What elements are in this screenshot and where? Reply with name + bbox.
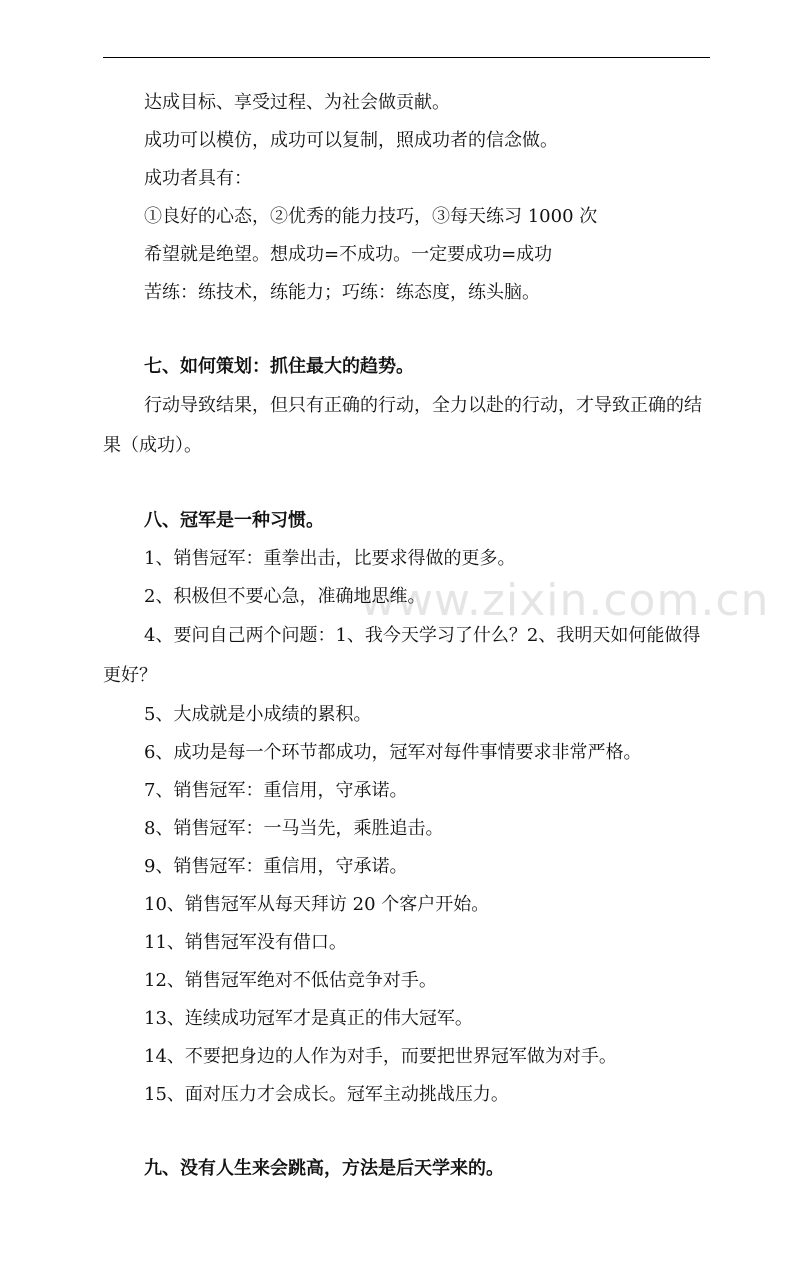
list-item: 14、不要把身边的人作为对手，而要把世界冠军做为对手。 bbox=[144, 1046, 617, 1067]
text-line: 苦练：练技术，练能力；巧练：练态度，练头脑。 bbox=[144, 282, 540, 303]
section-heading-7: 七、如何策划：抓住最大的趋势。 bbox=[144, 356, 414, 377]
text-line: ①良好的心态，②优秀的能力技巧，③每天练习 1000 次 bbox=[144, 206, 598, 227]
text-line: 成功者具有： bbox=[144, 168, 252, 189]
list-item: 1、销售冠军：重拳出击，比要求得做的更多。 bbox=[144, 548, 516, 569]
list-item: 4、要问自己两个问题：1、我今天学习了什么？2、我明天如何能做得更好？ bbox=[103, 625, 701, 686]
list-item: 2、积极但不要心急，准确地思维。 bbox=[144, 586, 426, 607]
text-line: 成功可以模仿，成功可以复制，照成功者的信念做。 bbox=[144, 130, 558, 151]
list-item: 12、销售冠军绝对不低估竞争对手。 bbox=[144, 970, 437, 991]
text-line: 达成目标、享受过程、为社会做贡献。 bbox=[144, 92, 450, 113]
header-rule bbox=[103, 57, 710, 58]
text-line: 希望就是绝望。想成功=不成功。一定要成功=成功 bbox=[144, 244, 553, 265]
watermark: www.zixin.com.cn bbox=[360, 575, 770, 626]
section-heading-8: 八、冠军是一种习惯。 bbox=[144, 510, 324, 531]
section-heading-9: 九、没有人生来会跳高，方法是后天学来的。 bbox=[144, 1158, 504, 1179]
document-body bbox=[103, 84, 710, 1188]
list-item: 6、成功是每一个环节都成功，冠军对每件事情要求非常严格。 bbox=[144, 742, 642, 763]
list-item: 9、销售冠军：重信用，守承诺。 bbox=[144, 856, 408, 877]
section-7-paragraph: 行动导致结果，但只有正确的行动，全力以赴的行动，才导致正确的结果（成功）。 bbox=[103, 395, 702, 456]
list-item: 11、销售冠军没有借口。 bbox=[144, 932, 347, 953]
list-item: 8、销售冠军：一马当先，乘胜追击。 bbox=[144, 818, 444, 839]
list-item: 13、连续成功冠军才是真正的伟大冠军。 bbox=[144, 1008, 473, 1029]
list-item: 10、销售冠军从每天拜访 20 个客户开始。 bbox=[144, 894, 490, 915]
list-item: 5、大成就是小成绩的累积。 bbox=[144, 704, 372, 725]
list-item: 7、销售冠军：重信用，守承诺。 bbox=[144, 780, 408, 801]
list-item: 15、面对压力才会成长。冠军主动挑战压力。 bbox=[144, 1084, 509, 1105]
